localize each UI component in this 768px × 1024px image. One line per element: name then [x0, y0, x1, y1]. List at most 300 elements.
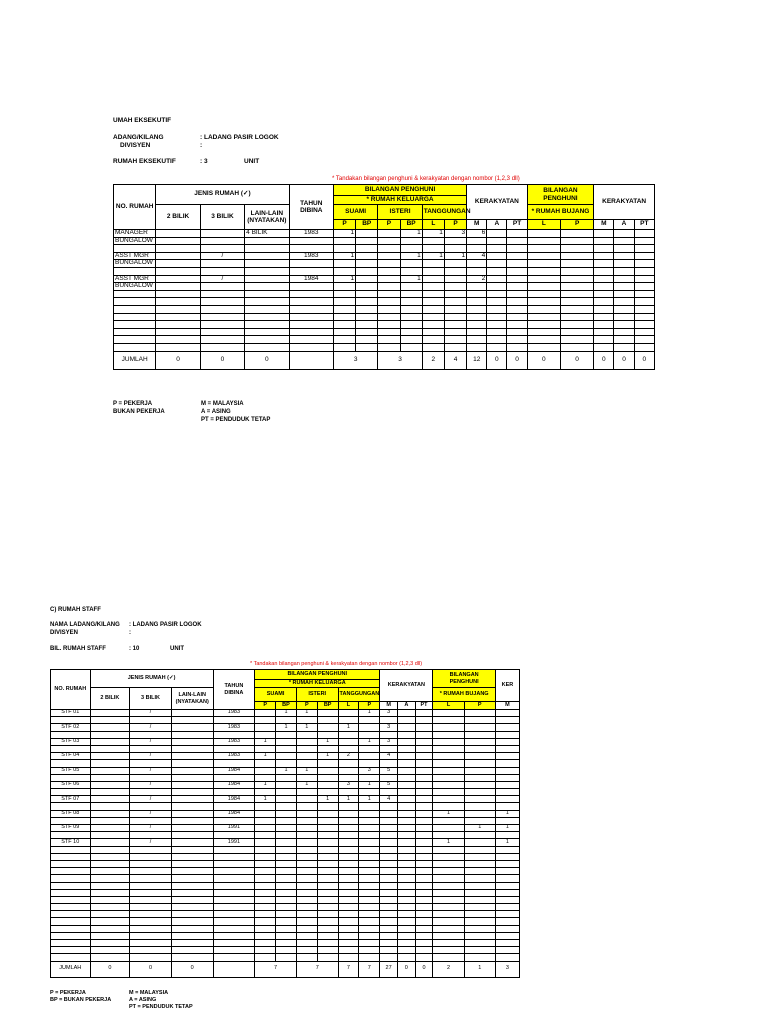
table-cell: [51, 832, 91, 839]
table-row: [51, 954, 520, 961]
table-cell: [90, 710, 130, 717]
table-cell: [397, 774, 415, 781]
totals-cell: 0: [634, 351, 654, 369]
table-cell: [397, 810, 415, 817]
table-cell: [255, 932, 276, 939]
table-cell: [397, 947, 415, 954]
table-row: [51, 767, 520, 774]
table-cell: [276, 868, 297, 875]
table-cell: [255, 853, 276, 860]
table-cell: [338, 803, 359, 810]
table-cell: [467, 305, 487, 313]
table-cell: 3: [380, 738, 398, 745]
col-a: A: [487, 220, 507, 230]
table-cell: [507, 237, 527, 245]
table-cell: [289, 267, 333, 275]
table-cell: [317, 868, 338, 875]
table-cell: [255, 911, 276, 918]
table-cell: [527, 298, 560, 306]
table-cell: [634, 230, 654, 238]
table-cell: [634, 245, 654, 253]
table-cell: [495, 710, 519, 717]
table-cell: [130, 918, 172, 925]
table-cell: [130, 868, 172, 875]
table-cell: [338, 925, 359, 932]
table-cell: [464, 796, 495, 803]
table-cell: [444, 313, 466, 321]
table-cell: [397, 738, 415, 745]
table-cell: [400, 267, 422, 275]
table-cell: [397, 860, 415, 867]
table-row: [51, 825, 520, 832]
table-cell: [433, 868, 464, 875]
table-cell: [90, 911, 130, 918]
table-cell: [51, 875, 91, 882]
table-cell: [467, 298, 487, 306]
table-cell: 2: [467, 275, 487, 283]
table-cell: [467, 283, 487, 291]
table-cell: [51, 940, 91, 947]
table-cell: [171, 932, 213, 939]
table-cell: [634, 336, 654, 344]
table-cell: [51, 947, 91, 954]
table-cell: [487, 298, 507, 306]
table-cell: [415, 896, 433, 903]
table-cell: [378, 298, 400, 306]
table-cell: [634, 283, 654, 291]
table-row: [114, 305, 655, 313]
table-cell: [378, 283, 400, 291]
totals-cell: 7: [338, 961, 359, 977]
table-cell: 1984: [289, 275, 333, 283]
table-cell: [289, 298, 333, 306]
table-row: [51, 760, 520, 767]
table-cell: [114, 328, 156, 336]
table-cell: [495, 774, 519, 781]
table-cell: [276, 817, 297, 824]
table-cell: [296, 947, 317, 954]
table-cell: [255, 918, 276, 925]
table-cell: [200, 336, 244, 344]
table-cell: [464, 745, 495, 752]
table-cell: /: [130, 781, 172, 788]
table-cell: [464, 803, 495, 810]
table-cell: [433, 760, 464, 767]
table-cell: [338, 731, 359, 738]
table-cell: [90, 774, 130, 781]
table-cell: [156, 313, 200, 321]
table-cell: [296, 753, 317, 760]
table-cell: [359, 810, 380, 817]
table-row: [51, 738, 520, 745]
table-cell: [171, 774, 213, 781]
table-cell: [276, 846, 297, 853]
table-cell: [397, 918, 415, 925]
table-cell: [380, 803, 398, 810]
table-cell: [255, 846, 276, 853]
table-cell: [130, 932, 172, 939]
table-cell: [359, 868, 380, 875]
table-row: [51, 745, 520, 752]
col-lain-lain: LAIN-LAIN (NYATAKAN): [245, 205, 289, 230]
table-cell: 1984: [213, 796, 255, 803]
table-cell: [317, 896, 338, 903]
table-cell: [380, 889, 398, 896]
table-cell: [51, 853, 91, 860]
table-cell: [255, 875, 276, 882]
table-cell: [296, 882, 317, 889]
table-cell: [130, 954, 172, 961]
table-cell: [378, 328, 400, 336]
table-cell: [380, 825, 398, 832]
table-cell: [415, 932, 433, 939]
table-cell: [90, 738, 130, 745]
table-cell: [380, 896, 398, 903]
table-cell: [255, 925, 276, 932]
table-cell: [255, 810, 276, 817]
table-cell: [213, 904, 255, 911]
col-bujang-l: L: [433, 702, 464, 710]
totals-cell: 7: [359, 961, 380, 977]
table-cell: [200, 313, 244, 321]
table-cell: [380, 954, 398, 961]
table-cell: [415, 774, 433, 781]
table-cell: [464, 724, 495, 731]
table-cell: [90, 896, 130, 903]
table-cell: [594, 343, 614, 351]
table-cell: [495, 904, 519, 911]
col-m: M: [467, 220, 487, 230]
table-cell: [594, 328, 614, 336]
legend-bukan-pekerja: BP = BUKAN PEKERJA: [50, 997, 112, 1003]
table-cell: [433, 710, 464, 717]
table-cell: [397, 846, 415, 853]
col-tanggungan: TANGGUNGAN: [338, 688, 380, 702]
table-cell: [200, 305, 244, 313]
table-cell: [495, 796, 519, 803]
table-cell: [464, 731, 495, 738]
table-cell: [359, 904, 380, 911]
col-tanggungan-p: P: [359, 702, 380, 710]
section-c-table: [50, 669, 520, 978]
table-cell: [276, 940, 297, 947]
table-cell: [444, 336, 466, 344]
table-cell: [296, 789, 317, 796]
table-cell: [527, 260, 560, 268]
table-cell: [171, 767, 213, 774]
table-cell: [356, 252, 378, 260]
table-cell: [380, 832, 398, 839]
table-cell: [276, 932, 297, 939]
table-cell: ASST MGR: [114, 252, 156, 260]
table-cell: [245, 237, 289, 245]
table-cell: [400, 313, 422, 321]
table-cell: [130, 896, 172, 903]
table-cell: [527, 283, 560, 291]
table-cell: [213, 832, 255, 839]
table-row: [51, 940, 520, 947]
table-cell: [507, 252, 527, 260]
table-cell: [415, 738, 433, 745]
table-cell: [171, 796, 213, 803]
section-c-estate-value: : LADANG PASIR LOGOK: [129, 622, 202, 628]
table-cell: [338, 954, 359, 961]
table-cell: [634, 267, 654, 275]
table-cell: /: [130, 810, 172, 817]
totals-label: JUMLAH: [51, 961, 91, 977]
table-cell: [415, 868, 433, 875]
table-cell: [338, 832, 359, 839]
table-cell: [90, 760, 130, 767]
table-cell: [200, 237, 244, 245]
table-cell: [51, 911, 91, 918]
table-cell: [276, 738, 297, 745]
col-suami-bp: BP: [276, 702, 297, 710]
table-cell: [171, 846, 213, 853]
table-cell: [487, 328, 507, 336]
totals-cell: 27: [380, 961, 398, 977]
table-cell: 1983: [213, 710, 255, 717]
table-cell: [255, 860, 276, 867]
table-cell: 1: [296, 781, 317, 788]
table-cell: [245, 252, 289, 260]
table-row: [114, 290, 655, 298]
table-cell: [397, 868, 415, 875]
table-cell: [397, 875, 415, 882]
table-cell: [487, 267, 507, 275]
table-cell: [171, 904, 213, 911]
table-cell: [487, 230, 507, 238]
totals-cell: 0: [594, 351, 614, 369]
col-no-rumah: NO. RUMAH: [114, 185, 156, 230]
table-cell: [338, 947, 359, 954]
table-cell: [487, 237, 507, 245]
table-cell: [317, 789, 338, 796]
table-cell: [200, 267, 244, 275]
table-cell: [130, 904, 172, 911]
table-cell: [495, 738, 519, 745]
table-cell: [359, 846, 380, 853]
table-cell: [200, 260, 244, 268]
table-cell: [276, 896, 297, 903]
table-cell: [130, 832, 172, 839]
table-cell: [90, 796, 130, 803]
table-cell: [317, 817, 338, 824]
table-cell: [487, 275, 507, 283]
table-cell: [560, 260, 593, 268]
table-cell: [90, 781, 130, 788]
table-cell: [296, 738, 317, 745]
table-cell: [433, 889, 464, 896]
table-cell: [296, 839, 317, 846]
table-cell: [378, 343, 400, 351]
table-cell: [51, 717, 91, 724]
table-cell: [495, 925, 519, 932]
table-cell: [634, 343, 654, 351]
table-cell: [397, 789, 415, 796]
table-cell: [51, 789, 91, 796]
table-cell: [560, 245, 593, 253]
table-cell: [433, 860, 464, 867]
table-cell: [296, 904, 317, 911]
col-pt: PT: [415, 702, 433, 710]
col-3-bilik: 3 BILIK: [200, 205, 244, 230]
table-cell: [464, 868, 495, 875]
table-cell: ASST MGR: [114, 275, 156, 283]
table-cell: [255, 767, 276, 774]
section-b-estate-label: ADANG/KILANG: [113, 134, 164, 141]
table-cell: [380, 846, 398, 853]
table-cell: [171, 803, 213, 810]
table-cell: [422, 267, 444, 275]
table-cell: [415, 875, 433, 882]
table-cell: [560, 343, 593, 351]
totals-cell: 0: [245, 351, 289, 369]
table-cell: [255, 868, 276, 875]
table-cell: [171, 925, 213, 932]
table-cell: [464, 738, 495, 745]
table-cell: [495, 860, 519, 867]
table-cell: [333, 328, 355, 336]
table-cell: [90, 925, 130, 932]
section-b-legend: [113, 400, 270, 424]
table-cell: [464, 882, 495, 889]
table-cell: STF 02: [51, 724, 91, 731]
table-cell: [130, 760, 172, 767]
table-cell: [333, 321, 355, 329]
table-cell: [255, 803, 276, 810]
table-row: [51, 875, 520, 882]
table-cell: [276, 947, 297, 954]
col-bujang-l: L: [527, 220, 560, 230]
table-row: [51, 911, 520, 918]
table-cell: [90, 817, 130, 824]
table-cell: [296, 940, 317, 947]
table-cell: [338, 738, 359, 745]
table-cell: [130, 889, 172, 896]
table-cell: [634, 321, 654, 329]
table-cell: STF 06: [51, 781, 91, 788]
table-cell: [317, 832, 338, 839]
table-cell: [356, 267, 378, 275]
table-cell: 1984: [213, 810, 255, 817]
table-cell: [380, 868, 398, 875]
table-cell: [255, 896, 276, 903]
section-b-division-value: :: [200, 142, 203, 149]
table-cell: [397, 803, 415, 810]
table-row: [114, 343, 655, 351]
table-cell: [359, 753, 380, 760]
table-cell: [433, 918, 464, 925]
table-cell: [495, 717, 519, 724]
table-cell: BUNGALOW: [114, 237, 156, 245]
table-cell: [171, 947, 213, 954]
table-cell: 1983: [213, 753, 255, 760]
table-cell: [614, 336, 634, 344]
table-cell: [397, 745, 415, 752]
table-cell: STF 01: [51, 710, 91, 717]
table-row: [51, 896, 520, 903]
table-cell: [338, 889, 359, 896]
table-cell: [400, 237, 422, 245]
table-cell: [560, 321, 593, 329]
table-cell: [560, 305, 593, 313]
table-cell: [90, 724, 130, 731]
table-cell: [415, 803, 433, 810]
section-b-count-value: : 3: [200, 158, 208, 165]
table-cell: [507, 230, 527, 238]
table-cell: [289, 260, 333, 268]
table-cell: 6: [467, 230, 487, 238]
table-cell: [380, 717, 398, 724]
table-cell: [245, 260, 289, 268]
table-cell: [317, 889, 338, 896]
legend-malaysia: M = MALAYSIA: [201, 401, 244, 407]
table-cell: [415, 889, 433, 896]
table-row: [114, 230, 655, 238]
table-cell: [422, 328, 444, 336]
table-cell: [276, 904, 297, 911]
col-bilangan-penghuni-bujang: BILANGAN PENGHUNI: [433, 670, 496, 688]
table-cell: [507, 298, 527, 306]
table-cell: [378, 267, 400, 275]
table-cell: [415, 825, 433, 832]
table-cell: [495, 911, 519, 918]
totals-cell: 0: [527, 351, 560, 369]
table-row: [51, 789, 520, 796]
table-cell: [356, 283, 378, 291]
table-cell: [296, 803, 317, 810]
legend-asing: A = ASING: [129, 997, 157, 1003]
table-cell: 1: [359, 738, 380, 745]
table-cell: [397, 882, 415, 889]
table-row: [51, 918, 520, 925]
table-cell: 1: [433, 810, 464, 817]
table-cell: [338, 860, 359, 867]
table-cell: [171, 832, 213, 839]
totals-cell: 0: [487, 351, 507, 369]
table-cell: [156, 321, 200, 329]
table-row: [51, 753, 520, 760]
table-cell: [333, 290, 355, 298]
table-cell: [338, 911, 359, 918]
table-cell: [415, 781, 433, 788]
table-cell: [356, 230, 378, 238]
table-cell: [415, 817, 433, 824]
table-cell: [527, 328, 560, 336]
table-cell: [213, 911, 255, 918]
table-row: [114, 336, 655, 344]
table-cell: [415, 789, 433, 796]
table-cell: [296, 875, 317, 882]
table-cell: [130, 846, 172, 853]
table-cell: [560, 313, 593, 321]
table-cell: [90, 932, 130, 939]
table-cell: [400, 321, 422, 329]
table-cell: [213, 925, 255, 932]
table-cell: [495, 868, 519, 875]
table-cell: [276, 781, 297, 788]
table-cell: [51, 760, 91, 767]
table-cell: 1: [400, 252, 422, 260]
table-cell: [296, 846, 317, 853]
table-row: [114, 237, 655, 245]
table-cell: [359, 817, 380, 824]
table-cell: [296, 745, 317, 752]
table-cell: [276, 839, 297, 846]
table-cell: [464, 717, 495, 724]
table-cell: [380, 940, 398, 947]
